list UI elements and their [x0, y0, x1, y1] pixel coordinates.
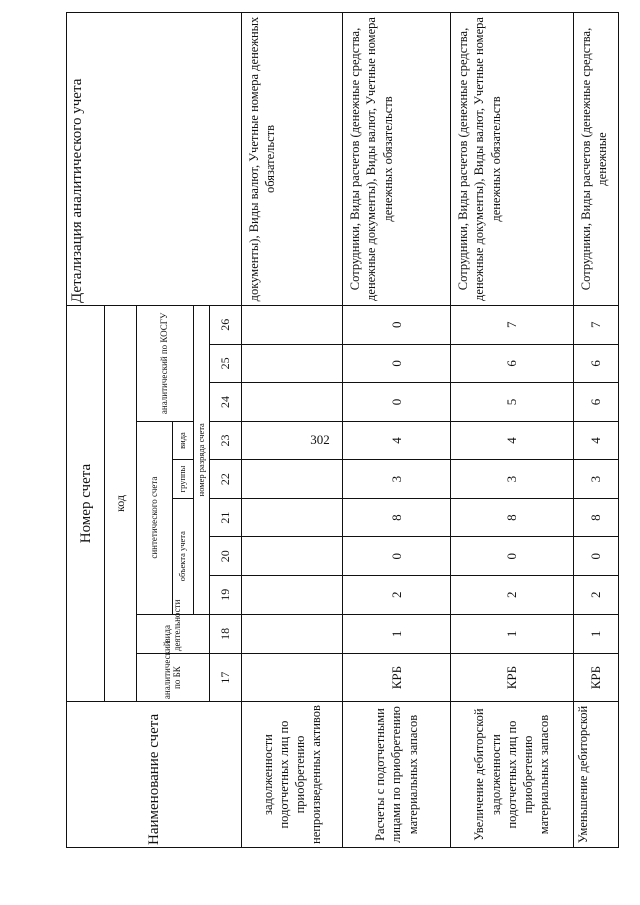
- header-account-number: Номер счета: [67, 306, 105, 702]
- header-account-object: объекта учета: [173, 498, 194, 614]
- table-cell: 7: [574, 306, 619, 345]
- header-digit-number: номер разряда счета: [194, 306, 210, 615]
- digit-cell: 26: [210, 306, 242, 345]
- table-cell: 4: [451, 421, 574, 460]
- table-cell: 0: [343, 383, 451, 422]
- account-name: задолженности подотчетных лиц по приобретению непроизведенных активов: [242, 702, 343, 848]
- table-cell: [242, 498, 343, 537]
- table-row: [343, 13, 451, 848]
- table-cell: [242, 614, 343, 654]
- table-cell: КРБ: [574, 654, 619, 702]
- account-name: Расчеты с подотчетными лицами по приобретению материальных запасов: [343, 702, 451, 848]
- header-analytic-detail: Детализация аналитического учета: [67, 13, 242, 306]
- table-cell: 1: [574, 614, 619, 654]
- table-cell: КРБ: [451, 654, 574, 702]
- digit-cell: 17: [210, 654, 242, 702]
- table-cell: 8: [343, 498, 451, 537]
- table-cell: 8: [451, 498, 574, 537]
- header-analytic-kosgu: аналитический по КОСГУ: [137, 306, 194, 422]
- account-name: Уменьшение дебиторской: [574, 702, 619, 848]
- header-group: группы: [173, 460, 194, 499]
- digit-cell: 22: [210, 460, 242, 499]
- table-cell: КРБ: [343, 654, 451, 702]
- table-cell: [242, 344, 343, 383]
- header-activity-type: вида деятельности: [137, 614, 210, 654]
- table-cell: 6: [574, 344, 619, 383]
- analytic-detail: Сотрудники, Виды расчетов (денежные средства, денежные: [574, 13, 619, 306]
- header-type: вида: [173, 421, 194, 460]
- rotated-table-wrapper: [66, 12, 610, 848]
- account-name: Увеличение дебиторской задолженности подотчетных лиц по приобретению материальных запасов: [451, 702, 574, 848]
- table-cell: 7: [451, 306, 574, 345]
- table-row: [574, 13, 619, 848]
- header-code: код: [105, 306, 137, 702]
- table-cell: 2: [574, 575, 619, 614]
- digit-cell: 23: [210, 421, 242, 460]
- digit-cell: 25: [210, 344, 242, 383]
- digit-cell: 24: [210, 383, 242, 422]
- digit-cell: 21: [210, 498, 242, 537]
- table-cell: 6: [451, 344, 574, 383]
- table-cell: 0: [343, 344, 451, 383]
- table-cell: [242, 537, 343, 576]
- table-cell: 6: [574, 383, 619, 422]
- header-analytic-bk: аналитический по БК: [137, 654, 210, 702]
- table-cell: 0: [343, 306, 451, 345]
- table-cell: [242, 421, 343, 460]
- table-cell: [242, 460, 343, 499]
- analytic-detail: Сотрудники, Виды расчетов (денежные средства, денежные документы), Виды валют, Учетные номера денежных обязательств: [343, 13, 451, 306]
- header-synthetic: синтетического счета: [137, 421, 173, 614]
- table-cell: 0: [574, 537, 619, 576]
- digit-cell: 19: [210, 575, 242, 614]
- table-cell: 3: [343, 460, 451, 499]
- table-cell: [242, 654, 343, 702]
- header-account-name: Наименование счета: [67, 702, 242, 848]
- table-cell: 0: [451, 537, 574, 576]
- analytic-detail: документы), Виды валют, Учетные номера денежных обязательств: [242, 13, 343, 306]
- header-row-1: [67, 13, 105, 848]
- table-cell: 8: [574, 498, 619, 537]
- table-cell: 2: [451, 575, 574, 614]
- table-cell: 1: [451, 614, 574, 654]
- table-cell: 5: [451, 383, 574, 422]
- table-cell: 3: [451, 460, 574, 499]
- table-cell: 4: [574, 421, 619, 460]
- table-row: [451, 13, 574, 848]
- table-cell: 3: [574, 460, 619, 499]
- digit-cell: 18: [210, 614, 242, 654]
- table-cell: [242, 575, 343, 614]
- table-cell: [242, 306, 343, 345]
- table-cell: 2: [343, 575, 451, 614]
- accounts-table: [66, 12, 619, 848]
- table-cell: [242, 383, 343, 422]
- table-cell: 4: [343, 421, 451, 460]
- digit-cell: 20: [210, 537, 242, 576]
- table-row: [242, 13, 343, 848]
- table-cell: 1: [343, 614, 451, 654]
- table-cell: 0: [343, 537, 451, 576]
- page-number: 302: [310, 432, 330, 447]
- analytic-detail: Сотрудники, Виды расчетов (денежные средства, денежные документы), Виды валют, Учетные номера денежных обязательств: [451, 13, 574, 306]
